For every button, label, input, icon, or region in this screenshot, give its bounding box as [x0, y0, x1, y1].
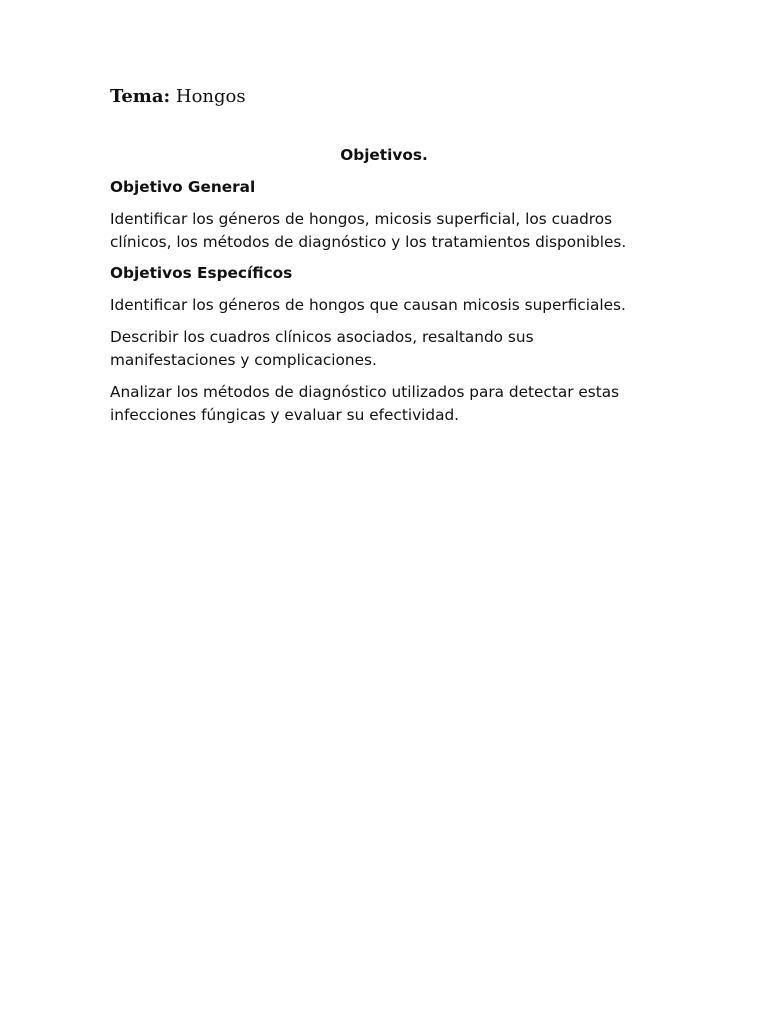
- specific-objective-item: Analizar los métodos de diagnóstico utilizados para detectar estas infecciones fúngicas y evaluar su efectividad.: [110, 383, 620, 424]
- specific-objective-item: Describir los cuadros clínicos asociados, resaltando sus manifestaciones y complicaciones.: [110, 328, 534, 369]
- topic-value: Hongos: [175, 86, 246, 107]
- general-objective-text: Identificar los géneros de hongos, micosis superficial, los cuadros clínicos, los métodos de diagnóstico y los tratamientos disponibles.: [110, 210, 627, 251]
- topic-label: Tema:: [110, 86, 171, 107]
- specific-objective-item: Identificar los géneros de hongos que causan micosis superficiales.: [110, 296, 626, 314]
- topic-line: [110, 86, 246, 107]
- general-objective-heading: Objetivo General: [110, 178, 256, 196]
- specific-objectives-heading: Objetivos Específicos: [110, 264, 293, 282]
- objectives-heading: Objetivos.: [340, 146, 428, 164]
